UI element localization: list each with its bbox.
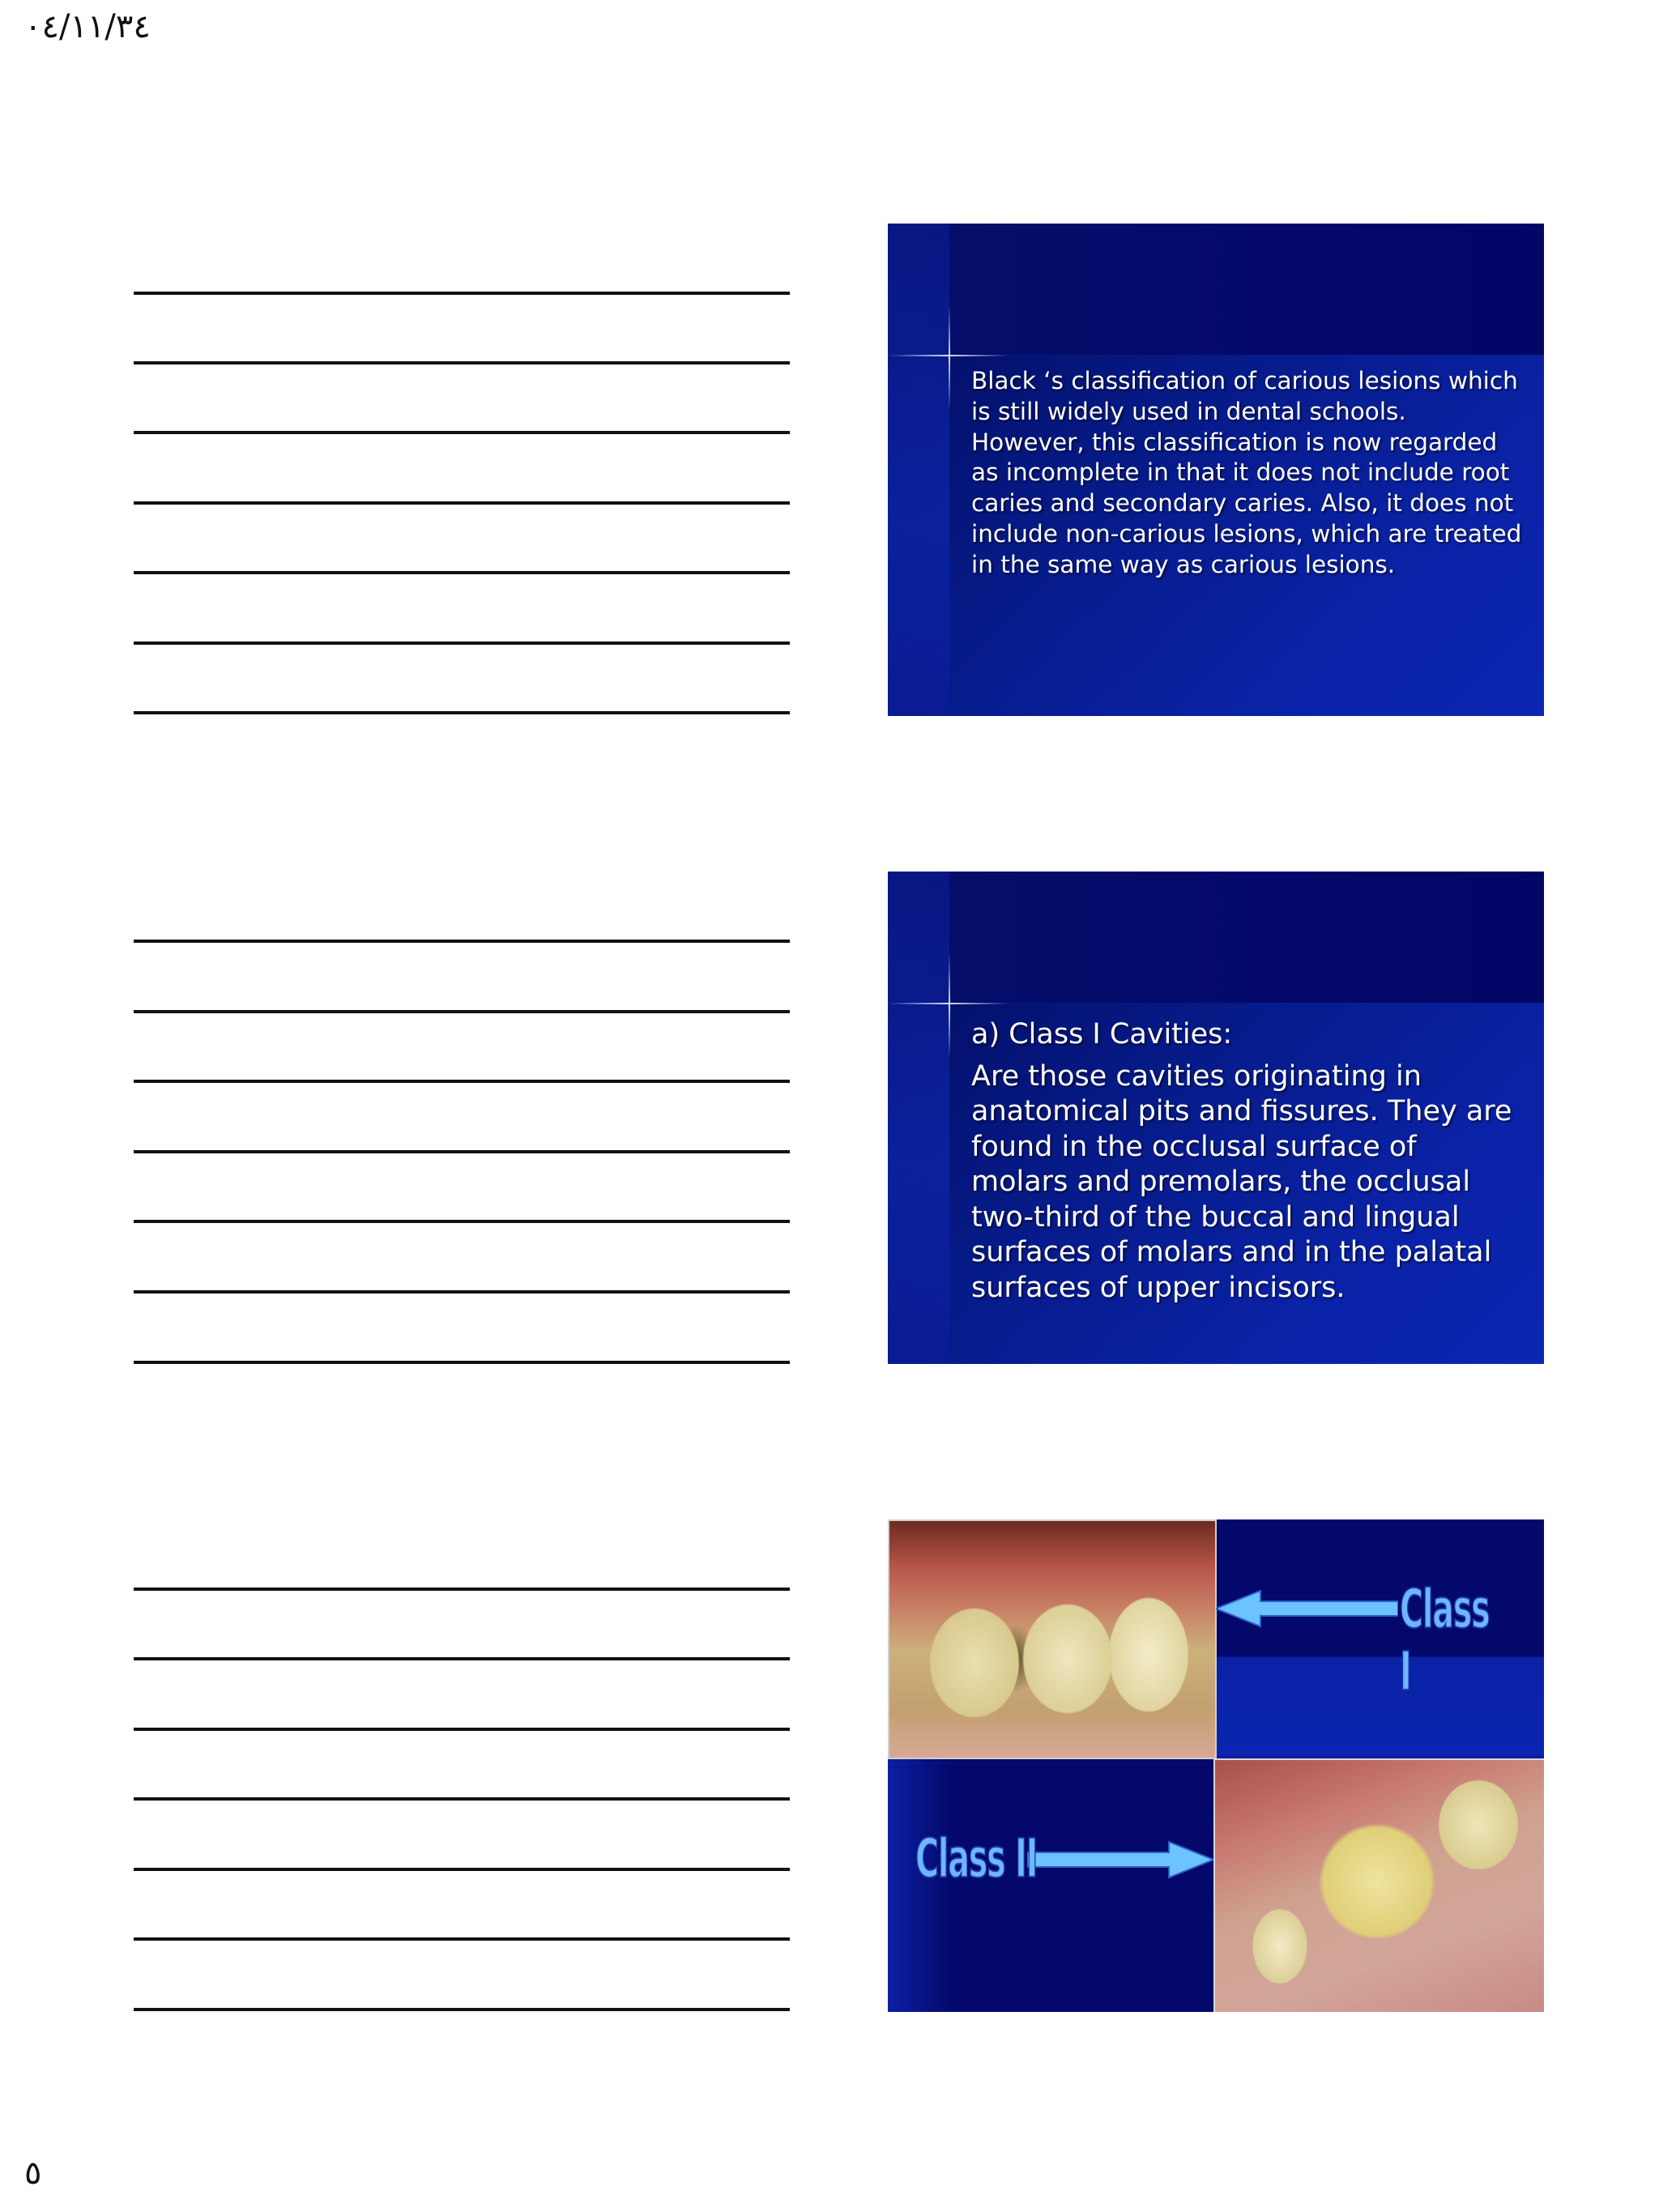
note-line (134, 1361, 790, 1364)
note-line (134, 1080, 790, 1083)
sparkle-icon (949, 305, 950, 410)
arrow-right-icon (1027, 1839, 1213, 1880)
class-two-label: Class II (915, 1827, 1038, 1890)
note-line (134, 1937, 790, 1941)
slide-side-band (888, 224, 949, 716)
note-line (134, 292, 790, 295)
slide-body-text (971, 1017, 1522, 1306)
slide-paragraph: Are those cavities originating in anatomical pits and fissures. They are found in the occlusal surface of molars and premolars, the occlusal two-third of the buccal and lingual surfaces of molars and in the palatal surfaces of upper incisors. (971, 1059, 1512, 1304)
note-line (134, 571, 790, 574)
note-line (134, 1010, 790, 1013)
molar-photo-class-one (888, 1519, 1217, 1759)
molar-photo-class-two (1213, 1758, 1544, 2012)
arrow-left-icon (1216, 1588, 1398, 1629)
sparkle-icon (949, 953, 950, 1058)
slide-class-one (888, 872, 1544, 1364)
slide-panel (1213, 1519, 1544, 1756)
note-line (134, 1868, 790, 1871)
note-line (134, 1588, 790, 1591)
slide-title-band (888, 224, 1544, 355)
slide-heading: a) Class I Cavities: (971, 1018, 1233, 1051)
note-line (134, 2008, 790, 2011)
slide-body-text: Black ‘s classification of carious lesions which is still widely used in dental schools. However, this classification is now regarded as incomplete in that it does not include root caries and secondary caries. Also, it does not include non-carious lesions, which are treated in the same way as carious lesions. (971, 367, 1522, 578)
note-line (134, 641, 790, 645)
note-line (134, 361, 790, 364)
page-number: ٥ (24, 2154, 42, 2192)
slide-title-band (888, 872, 1544, 1003)
note-line (134, 940, 790, 943)
note-line (134, 1657, 790, 1660)
note-line (134, 431, 790, 434)
note-line (134, 711, 790, 714)
note-line (134, 501, 790, 505)
note-line (134, 1290, 790, 1294)
slide-classification (888, 224, 1544, 716)
note-line (134, 1150, 790, 1153)
slide-class-images (888, 1519, 1544, 2012)
class-one-label: Class I (1400, 1578, 1490, 1703)
note-line (134, 1728, 790, 1731)
page-date: ٠٤/١١/٣٤ (24, 8, 151, 45)
note-line (134, 1220, 790, 1223)
slide-side-band (888, 872, 949, 1364)
note-line (134, 1797, 790, 1801)
